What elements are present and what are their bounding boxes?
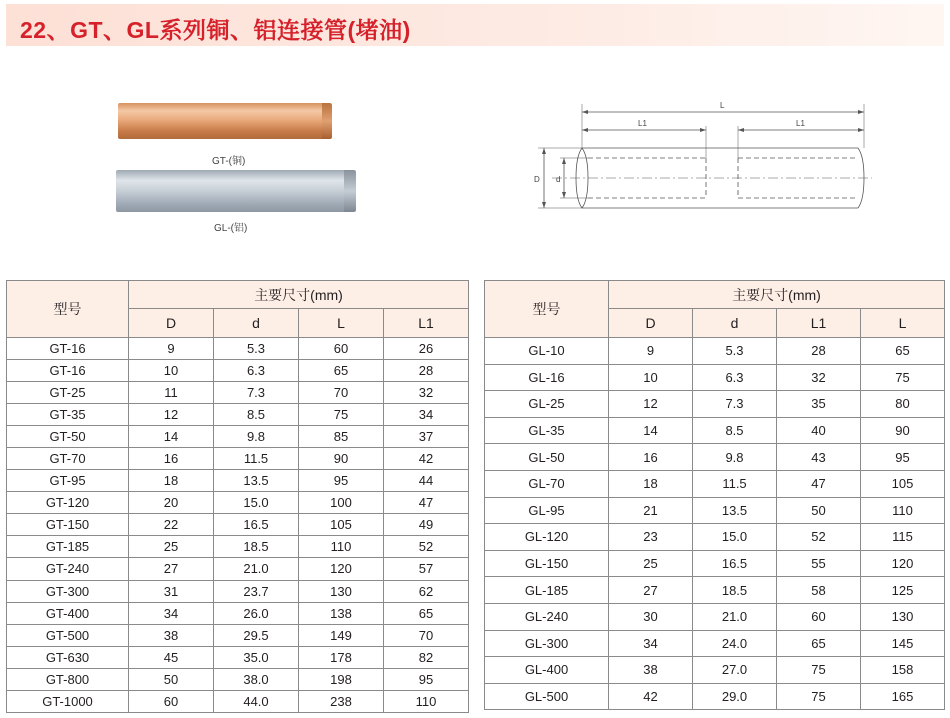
gt-table-row xyxy=(7,580,469,602)
gt-value-cell: 65 xyxy=(384,602,469,624)
gt-model-cell: GT-50 xyxy=(7,426,129,448)
gt-value-cell: 18 xyxy=(129,470,214,492)
gl-value-cell: 7.3 xyxy=(693,391,777,418)
gt-model-cell: GT-70 xyxy=(7,448,129,470)
gt-value-cell: 25 xyxy=(129,536,214,558)
gl-table-row xyxy=(485,524,945,551)
gt-model-cell: GT-630 xyxy=(7,646,129,668)
gl-value-cell: 43 xyxy=(777,444,861,471)
gt-col-header: d xyxy=(214,309,299,338)
gl-col-model: 型号 xyxy=(485,281,609,338)
page-title: 22、GT、GL系列铜、铝连接管(堵油) xyxy=(20,17,411,43)
gt-value-cell: 16 xyxy=(129,448,214,470)
gl-value-cell: 29.0 xyxy=(693,683,777,710)
gl-table-row xyxy=(485,338,945,365)
gt-col-header: L xyxy=(299,309,384,338)
gt-value-cell: 13.5 xyxy=(214,470,299,492)
gl-value-cell: 115 xyxy=(861,524,945,551)
gt-value-cell: 138 xyxy=(299,602,384,624)
gt-value-cell: 21.0 xyxy=(214,558,299,580)
gt-table-row xyxy=(7,492,469,514)
gl-value-cell: 125 xyxy=(861,577,945,604)
gl-col-header: L xyxy=(861,309,945,338)
gl-value-cell: 80 xyxy=(861,391,945,418)
gl-model-cell: GL-50 xyxy=(485,444,609,471)
gt-value-cell: 95 xyxy=(299,470,384,492)
gl-value-cell: 24.0 xyxy=(693,630,777,657)
gl-value-cell: 12 xyxy=(609,391,693,418)
gl-value-cell: 145 xyxy=(861,630,945,657)
gt-model-cell: GT-25 xyxy=(7,382,129,404)
gt-table-row xyxy=(7,558,469,580)
gt-model-cell: GT-300 xyxy=(7,580,129,602)
gt-model-cell: GT-400 xyxy=(7,602,129,624)
gl-value-cell: 16 xyxy=(609,444,693,471)
gl-table-row xyxy=(485,550,945,577)
gl-value-cell: 50 xyxy=(777,497,861,524)
gl-model-cell: GL-25 xyxy=(485,391,609,418)
gt-value-cell: 70 xyxy=(384,624,469,646)
aluminum-tube-caption: GL-(铝) xyxy=(214,223,248,234)
gt-table-row xyxy=(7,338,469,360)
gt-value-cell: 27 xyxy=(129,558,214,580)
gt-value-cell: 149 xyxy=(299,624,384,646)
gl-table-row xyxy=(485,683,945,710)
gt-model-cell: GT-16 xyxy=(7,360,129,382)
gl-model-cell: GL-500 xyxy=(485,683,609,710)
gt-model-cell: GT-16 xyxy=(7,338,129,360)
gt-value-cell: 90 xyxy=(299,448,384,470)
gt-value-cell: 16.5 xyxy=(214,514,299,536)
gt-value-cell: 95 xyxy=(384,668,469,690)
gt-value-cell: 34 xyxy=(384,404,469,426)
gl-value-cell: 15.0 xyxy=(693,524,777,551)
gt-value-cell: 70 xyxy=(299,382,384,404)
gt-value-cell: 11 xyxy=(129,382,214,404)
gl-col-header: d xyxy=(693,309,777,338)
gl-value-cell: 16.5 xyxy=(693,550,777,577)
gl-value-cell: 8.5 xyxy=(693,417,777,444)
gl-value-cell: 165 xyxy=(861,683,945,710)
gt-value-cell: 9.8 xyxy=(214,426,299,448)
gl-group-header: 主要尺寸(mm) xyxy=(609,281,945,309)
gt-value-cell: 198 xyxy=(299,668,384,690)
gt-table-row xyxy=(7,404,469,426)
gl-value-cell: 95 xyxy=(861,444,945,471)
gl-value-cell: 75 xyxy=(777,683,861,710)
gl-value-cell: 65 xyxy=(861,338,945,365)
gl-model-cell: GL-120 xyxy=(485,524,609,551)
gl-model-cell: GL-400 xyxy=(485,657,609,684)
gt-model-cell: GT-500 xyxy=(7,624,129,646)
gl-value-cell: 40 xyxy=(777,417,861,444)
gt-col-header: D xyxy=(129,309,214,338)
gt-table-row xyxy=(7,668,469,690)
gt-value-cell: 238 xyxy=(299,690,384,712)
gt-value-cell: 6.3 xyxy=(214,360,299,382)
gt-value-cell: 120 xyxy=(299,558,384,580)
gt-value-cell: 5.3 xyxy=(214,338,299,360)
gl-col-header: D xyxy=(609,309,693,338)
gt-value-cell: 14 xyxy=(129,426,214,448)
gt-value-cell: 60 xyxy=(299,338,384,360)
gl-value-cell: 18.5 xyxy=(693,577,777,604)
gl-spec-table xyxy=(484,280,945,710)
gt-value-cell: 178 xyxy=(299,646,384,668)
gt-value-cell: 60 xyxy=(129,690,214,712)
gt-value-cell: 50 xyxy=(129,668,214,690)
gt-value-cell: 9 xyxy=(129,338,214,360)
gl-model-cell: GL-16 xyxy=(485,364,609,391)
gl-value-cell: 27.0 xyxy=(693,657,777,684)
gl-model-cell: GL-70 xyxy=(485,470,609,497)
gl-value-cell: 47 xyxy=(777,470,861,497)
gt-group-header: 主要尺寸(mm) xyxy=(129,281,469,309)
gl-value-cell: 28 xyxy=(777,338,861,365)
gt-value-cell: 130 xyxy=(299,580,384,602)
copper-tube-photo xyxy=(118,103,332,139)
gl-value-cell: 21 xyxy=(609,497,693,524)
gl-value-cell: 65 xyxy=(777,630,861,657)
gt-value-cell: 34 xyxy=(129,602,214,624)
gl-value-cell: 14 xyxy=(609,417,693,444)
gl-value-cell: 10 xyxy=(609,364,693,391)
gt-value-cell: 42 xyxy=(384,448,469,470)
dim-label-L1-left: L1 xyxy=(638,119,647,128)
gl-model-cell: GL-300 xyxy=(485,630,609,657)
gl-table-row xyxy=(485,444,945,471)
gl-value-cell: 60 xyxy=(777,603,861,630)
gl-model-cell: GL-95 xyxy=(485,497,609,524)
gt-value-cell: 38.0 xyxy=(214,668,299,690)
gl-value-cell: 21.0 xyxy=(693,603,777,630)
gt-table-row xyxy=(7,536,469,558)
gl-table-row xyxy=(485,657,945,684)
gt-value-cell: 110 xyxy=(384,690,469,712)
gt-model-cell: GT-240 xyxy=(7,558,129,580)
gl-value-cell: 25 xyxy=(609,550,693,577)
gt-value-cell: 10 xyxy=(129,360,214,382)
gt-table-row xyxy=(7,690,469,712)
gl-value-cell: 38 xyxy=(609,657,693,684)
gl-table-row xyxy=(485,417,945,444)
gl-value-cell: 110 xyxy=(861,497,945,524)
gl-col-header: L1 xyxy=(777,309,861,338)
gt-model-cell: GT-1000 xyxy=(7,690,129,712)
gt-table-row xyxy=(7,624,469,646)
dim-label-d: d xyxy=(556,175,561,184)
gt-value-cell: 20 xyxy=(129,492,214,514)
dim-label-D: D xyxy=(534,175,540,184)
gt-model-cell: GT-95 xyxy=(7,470,129,492)
gt-value-cell: 22 xyxy=(129,514,214,536)
gt-value-cell: 100 xyxy=(299,492,384,514)
gl-table-row xyxy=(485,364,945,391)
gt-value-cell: 82 xyxy=(384,646,469,668)
gt-value-cell: 26 xyxy=(384,338,469,360)
gt-table-row xyxy=(7,448,469,470)
gl-model-cell: GL-240 xyxy=(485,603,609,630)
gt-value-cell: 49 xyxy=(384,514,469,536)
gt-value-cell: 75 xyxy=(299,404,384,426)
gl-value-cell: 18 xyxy=(609,470,693,497)
gl-table-row xyxy=(485,470,945,497)
gt-value-cell: 18.5 xyxy=(214,536,299,558)
gt-value-cell: 110 xyxy=(299,536,384,558)
gt-value-cell: 11.5 xyxy=(214,448,299,470)
gl-value-cell: 52 xyxy=(777,524,861,551)
gt-col-model: 型号 xyxy=(7,281,129,338)
dimension-drawing xyxy=(530,92,880,220)
gl-model-cell: GL-10 xyxy=(485,338,609,365)
gl-value-cell: 42 xyxy=(609,683,693,710)
dim-label-L: L xyxy=(720,101,725,110)
gt-value-cell: 7.3 xyxy=(214,382,299,404)
gt-value-cell: 31 xyxy=(129,580,214,602)
gt-value-cell: 8.5 xyxy=(214,404,299,426)
title-banner xyxy=(6,4,944,46)
gt-model-cell: GT-150 xyxy=(7,514,129,536)
gt-value-cell: 52 xyxy=(384,536,469,558)
gl-value-cell: 90 xyxy=(861,417,945,444)
gt-table-row xyxy=(7,514,469,536)
gl-model-cell: GL-35 xyxy=(485,417,609,444)
gt-value-cell: 32 xyxy=(384,382,469,404)
gl-value-cell: 9.8 xyxy=(693,444,777,471)
gl-value-cell: 75 xyxy=(777,657,861,684)
gl-value-cell: 23 xyxy=(609,524,693,551)
gl-value-cell: 120 xyxy=(861,550,945,577)
gl-value-cell: 158 xyxy=(861,657,945,684)
gl-table-row xyxy=(485,497,945,524)
gt-value-cell: 85 xyxy=(299,426,384,448)
gl-value-cell: 27 xyxy=(609,577,693,604)
gt-table-row xyxy=(7,470,469,492)
gl-table-row xyxy=(485,577,945,604)
gl-value-cell: 130 xyxy=(861,603,945,630)
gt-value-cell: 29.5 xyxy=(214,624,299,646)
gl-value-cell: 11.5 xyxy=(693,470,777,497)
gt-value-cell: 35.0 xyxy=(214,646,299,668)
gt-value-cell: 12 xyxy=(129,404,214,426)
gl-table-row xyxy=(485,630,945,657)
gl-value-cell: 34 xyxy=(609,630,693,657)
gt-model-cell: GT-35 xyxy=(7,404,129,426)
gt-value-cell: 28 xyxy=(384,360,469,382)
copper-tube-caption: GT-(铜) xyxy=(212,156,246,167)
gt-value-cell: 44 xyxy=(384,470,469,492)
gt-value-cell: 26.0 xyxy=(214,602,299,624)
gt-table-row xyxy=(7,426,469,448)
gl-value-cell: 30 xyxy=(609,603,693,630)
gl-value-cell: 13.5 xyxy=(693,497,777,524)
gt-value-cell: 47 xyxy=(384,492,469,514)
aluminum-tube-photo xyxy=(116,170,356,212)
gl-value-cell: 105 xyxy=(861,470,945,497)
gt-value-cell: 44.0 xyxy=(214,690,299,712)
gt-value-cell: 15.0 xyxy=(214,492,299,514)
gt-model-cell: GT-120 xyxy=(7,492,129,514)
gl-value-cell: 35 xyxy=(777,391,861,418)
gt-model-cell: GT-185 xyxy=(7,536,129,558)
gt-value-cell: 57 xyxy=(384,558,469,580)
gt-value-cell: 62 xyxy=(384,580,469,602)
gt-table-row xyxy=(7,646,469,668)
gl-model-cell: GL-150 xyxy=(485,550,609,577)
gl-value-cell: 32 xyxy=(777,364,861,391)
gt-table-row xyxy=(7,360,469,382)
gt-value-cell: 23.7 xyxy=(214,580,299,602)
gl-value-cell: 5.3 xyxy=(693,338,777,365)
gl-value-cell: 6.3 xyxy=(693,364,777,391)
gl-value-cell: 55 xyxy=(777,550,861,577)
gt-value-cell: 38 xyxy=(129,624,214,646)
gt-table-row xyxy=(7,382,469,404)
gl-value-cell: 9 xyxy=(609,338,693,365)
gt-col-header: L1 xyxy=(384,309,469,338)
gl-table-row xyxy=(485,603,945,630)
gl-table-row xyxy=(485,391,945,418)
gt-model-cell: GT-800 xyxy=(7,668,129,690)
gt-value-cell: 65 xyxy=(299,360,384,382)
gt-value-cell: 105 xyxy=(299,514,384,536)
gl-model-cell: GL-185 xyxy=(485,577,609,604)
dim-label-L1-right: L1 xyxy=(796,119,805,128)
gt-table-row xyxy=(7,602,469,624)
gt-value-cell: 45 xyxy=(129,646,214,668)
gt-value-cell: 37 xyxy=(384,426,469,448)
gt-spec-table xyxy=(6,280,469,713)
gl-value-cell: 58 xyxy=(777,577,861,604)
gl-value-cell: 75 xyxy=(861,364,945,391)
